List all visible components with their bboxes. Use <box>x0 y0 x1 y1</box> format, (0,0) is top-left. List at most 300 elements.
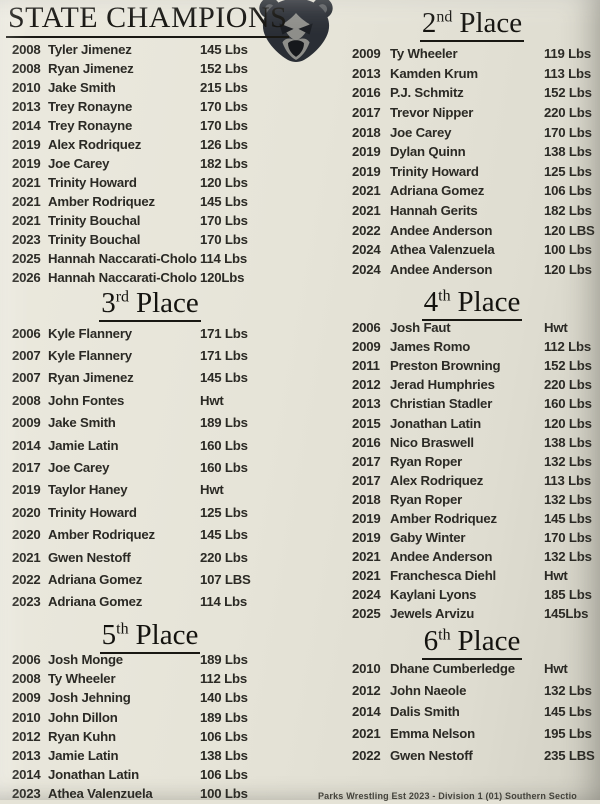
result-name: Trey Ronayne <box>48 99 133 114</box>
result-year: 2012 <box>12 728 41 744</box>
result-weight: 100 Lbs <box>544 242 592 258</box>
result-row <box>6 708 294 727</box>
result-name: Andee Anderson <box>390 549 493 565</box>
result-weight: 220 Lbs <box>200 549 248 565</box>
result-row <box>344 260 600 280</box>
result-row <box>344 585 600 604</box>
result-year: 2021 <box>12 213 41 228</box>
fourth-place-list <box>344 318 600 624</box>
result-row <box>344 220 600 240</box>
result-name: Preston Browning <box>390 358 501 374</box>
result-name: Dalis Smith <box>390 704 460 720</box>
result-name: Athea Valenzuela <box>390 242 495 258</box>
result-weight: 106 Lbs <box>200 728 248 744</box>
result-row <box>6 765 294 784</box>
result-weight: 170 Lbs <box>200 232 248 247</box>
title-ordinal-suffix: th <box>438 626 451 644</box>
result-weight: 112 Lbs <box>544 339 591 355</box>
result-row <box>6 434 294 456</box>
result-name: Jamie Latin <box>48 437 119 453</box>
result-year: 2024 <box>352 242 381 258</box>
result-row <box>344 318 600 337</box>
result-year: 2021 <box>352 203 381 219</box>
result-year: 2026 <box>12 270 41 285</box>
result-name: Trinity Bouchal <box>48 213 141 228</box>
result-year: 2024 <box>352 587 381 603</box>
result-row <box>344 103 600 123</box>
result-name: Ryan Jimenez <box>48 370 134 386</box>
result-weight: Hwt <box>544 320 568 336</box>
result-weight: 235 LBS <box>544 747 595 763</box>
title-text: Place <box>457 286 521 318</box>
section-second-place <box>344 7 600 277</box>
result-row <box>344 375 600 394</box>
result-row <box>6 78 294 97</box>
result-name: Ty Wheeler <box>48 671 116 687</box>
result-weight: 152 Lbs <box>544 358 592 374</box>
result-weight: 152 Lbs <box>544 85 592 101</box>
result-name: Trey Ronayne <box>48 118 133 133</box>
result-year: 2006 <box>12 652 41 668</box>
result-row <box>344 509 600 528</box>
result-row <box>6 211 294 230</box>
title-ordinal-suffix: th <box>116 620 129 638</box>
result-name: James Romo <box>390 339 471 355</box>
title-text: STATE CHAMPIONS <box>8 1 288 34</box>
result-weight: 171 Lbs <box>200 348 248 364</box>
result-weight: 113 Lbs <box>544 472 591 488</box>
result-weight: 106 Lbs <box>544 183 592 199</box>
result-name: Nico Braswell <box>390 434 474 450</box>
result-weight: 138 Lbs <box>200 748 248 764</box>
section-title-sixth-place <box>344 626 600 660</box>
result-year: 2025 <box>12 251 41 266</box>
result-year: 2024 <box>352 261 381 277</box>
result-row <box>344 44 600 64</box>
result-weight: 189 Lbs <box>200 709 248 725</box>
result-name: Trinity Bouchal <box>48 232 141 247</box>
result-year: 2011 <box>352 358 380 374</box>
result-year: 2019 <box>352 510 381 526</box>
result-weight: 160 Lbs <box>200 460 248 476</box>
result-name: Jamie Latin <box>48 748 119 764</box>
result-name: Jake Smith <box>48 80 116 95</box>
result-year: 2021 <box>12 175 41 190</box>
result-name: Jonathan Latin <box>48 767 139 783</box>
result-row <box>6 524 294 546</box>
result-weight: 112 Lbs <box>200 671 247 687</box>
result-name: Gwen Nestoff <box>390 747 473 763</box>
result-row <box>6 688 294 707</box>
result-name: Athea Valenzuela <box>48 786 153 802</box>
result-weight: Hwt <box>544 661 568 677</box>
result-year: 2018 <box>352 124 381 140</box>
result-year: 2021 <box>352 183 381 199</box>
result-year: 2019 <box>352 530 381 546</box>
result-weight: 140 Lbs <box>200 690 248 706</box>
result-weight: 120 Lbs <box>544 415 592 431</box>
result-year: 2019 <box>12 156 41 171</box>
result-year: 2008 <box>12 392 41 408</box>
result-name: Dylan Quinn <box>390 144 466 160</box>
result-weight: 189 Lbs <box>200 652 248 668</box>
result-row <box>344 680 600 702</box>
result-name: Alex Rodriquez <box>48 137 142 152</box>
result-weight: Hwt <box>200 482 224 498</box>
result-year: 2013 <box>12 99 41 114</box>
result-row <box>6 727 294 746</box>
result-year: 2019 <box>12 137 41 152</box>
result-row <box>344 356 600 375</box>
result-name: John Naeole <box>390 682 467 698</box>
result-weight: 100 Lbs <box>200 786 248 802</box>
result-row <box>344 701 600 723</box>
sixth-place-list <box>344 658 600 766</box>
result-year: 2023 <box>12 594 41 610</box>
result-year: 2022 <box>352 222 381 238</box>
result-year: 2019 <box>12 482 41 498</box>
result-year: 2012 <box>352 682 381 698</box>
result-weight: 145 Lbs <box>200 370 248 386</box>
result-year: 2013 <box>352 65 381 81</box>
result-weight: 120Lbs <box>200 270 245 285</box>
result-year: 2014 <box>352 704 381 720</box>
result-year: 2018 <box>352 491 381 507</box>
title-text: Place <box>135 619 199 651</box>
result-row <box>344 64 600 84</box>
result-weight: 170 Lbs <box>200 213 248 228</box>
result-year: 2013 <box>12 748 41 764</box>
title-text: Place <box>457 625 521 657</box>
result-weight: 132 Lbs <box>544 453 592 469</box>
result-weight: 145Lbs <box>544 606 589 622</box>
result-weight: 120 LBS <box>544 222 595 238</box>
result-row <box>6 40 294 59</box>
title-ordinal: 6 <box>423 625 439 657</box>
result-year: 2019 <box>352 163 381 179</box>
result-name: Kyle Flannery <box>48 348 132 364</box>
result-year: 2014 <box>12 437 41 453</box>
result-year: 2013 <box>352 396 381 412</box>
result-name: Christian Stadler <box>390 396 493 412</box>
section-title-fourth-place <box>344 287 600 321</box>
result-name: Hannah Naccarati-Cholo <box>48 270 197 285</box>
result-row <box>344 394 600 413</box>
section-sixth-place <box>344 625 600 763</box>
result-name: Adriana Gomez <box>48 594 143 610</box>
result-row <box>344 490 600 509</box>
result-name: Kyle Flannery <box>48 325 132 341</box>
result-weight: 119 Lbs <box>544 46 591 62</box>
result-row <box>6 97 294 116</box>
result-name: John Dillon <box>48 709 118 725</box>
result-row <box>344 452 600 471</box>
result-weight: 182 Lbs <box>200 156 248 171</box>
result-name: Josh Jehning <box>48 690 131 706</box>
result-row <box>344 240 600 260</box>
result-name: Hannah Naccarati-Cholo <box>48 251 197 266</box>
result-name: Adriana Gomez <box>390 183 485 199</box>
result-name: Kamden Krum <box>390 65 478 81</box>
result-name: Amber Rodriquez <box>48 527 155 543</box>
result-row <box>344 566 600 585</box>
result-weight: 120 Lbs <box>200 175 248 190</box>
result-row <box>344 142 600 162</box>
result-name: Amber Rodriquez <box>390 510 497 526</box>
result-weight: 189 Lbs <box>200 415 248 431</box>
result-name: Alex Rodriquez <box>390 472 484 488</box>
title-text: Place <box>459 7 523 39</box>
result-weight: 114 Lbs <box>200 251 247 266</box>
result-weight: 152 Lbs <box>200 61 248 76</box>
section-third-place <box>6 287 294 610</box>
result-weight: 132 Lbs <box>544 549 592 565</box>
result-row <box>6 173 294 192</box>
result-year: 2009 <box>352 339 381 355</box>
result-weight: 220 Lbs <box>544 105 592 121</box>
result-weight: 170 Lbs <box>200 118 248 133</box>
result-row <box>6 230 294 249</box>
result-weight: 160 Lbs <box>544 396 592 412</box>
title-ordinal-suffix: th <box>438 287 451 305</box>
result-row <box>6 367 294 389</box>
result-weight: 220 Lbs <box>544 377 592 393</box>
result-year: 2010 <box>352 661 381 677</box>
section-fourth-place <box>344 286 600 622</box>
result-year: 2009 <box>12 415 41 431</box>
result-row <box>6 669 294 688</box>
result-name: Taylor Haney <box>48 482 128 498</box>
title-ordinal: 5 <box>101 619 117 651</box>
result-weight: 145 Lbs <box>200 527 248 543</box>
result-name: Trinity Howard <box>48 504 137 520</box>
result-name: Andee Anderson <box>390 261 493 277</box>
result-year: 2023 <box>12 232 41 247</box>
result-row <box>6 456 294 478</box>
title-ordinal: 2 <box>421 7 437 39</box>
result-weight: 125 Lbs <box>200 504 248 520</box>
title-ordinal: 3 <box>101 287 116 319</box>
result-weight: 160 Lbs <box>200 437 248 453</box>
result-year: 2017 <box>352 472 381 488</box>
result-name: Joe Carey <box>48 460 110 476</box>
result-row <box>6 135 294 154</box>
section-title-state-champions <box>6 2 294 38</box>
result-weight: 170 Lbs <box>544 124 592 140</box>
result-year: 2022 <box>352 747 381 763</box>
result-year: 2009 <box>352 46 381 62</box>
result-weight: 126 Lbs <box>200 137 248 152</box>
result-year: 2008 <box>12 671 41 687</box>
result-name: Trinity Howard <box>48 175 137 190</box>
result-name: Gwen Nestoff <box>48 549 131 565</box>
result-year: 2021 <box>352 726 381 742</box>
result-weight: 170 Lbs <box>544 530 592 546</box>
result-year: 2021 <box>12 194 41 209</box>
page-footer: Parks Wrestling Est 2023 - Division 1 (01) Southern Sectio <box>317 791 577 801</box>
result-year: 2023 <box>12 786 41 802</box>
result-year: 2014 <box>12 767 41 783</box>
result-name: Ryan Jimenez <box>48 61 134 76</box>
section-fifth-place <box>6 619 294 802</box>
result-row <box>6 322 294 344</box>
result-year: 2025 <box>352 606 381 622</box>
result-row <box>344 528 600 547</box>
result-year: 2006 <box>352 320 381 336</box>
result-name: Gaby Winter <box>390 530 466 546</box>
section-title-third-place <box>6 288 294 322</box>
result-row <box>6 746 294 765</box>
result-row <box>6 501 294 523</box>
result-row <box>344 547 600 566</box>
result-year: 2017 <box>352 105 381 121</box>
result-year: 2015 <box>352 415 381 431</box>
result-year: 2017 <box>12 460 41 476</box>
result-name: Josh Monge <box>48 652 123 668</box>
fifth-place-list <box>6 650 294 804</box>
result-row <box>6 479 294 501</box>
result-name: Franchesca Diehl <box>390 568 497 584</box>
result-year: 2010 <box>12 709 41 725</box>
result-weight: 120 Lbs <box>544 261 592 277</box>
result-name: Josh Faut <box>390 320 451 336</box>
result-name: Ty Wheeler <box>390 46 458 62</box>
result-name: Joe Carey <box>48 156 110 171</box>
result-weight: 114 Lbs <box>200 594 247 610</box>
result-row <box>6 249 294 268</box>
result-weight: 125 Lbs <box>544 163 592 179</box>
result-row <box>344 83 600 103</box>
result-name: Jake Smith <box>48 415 116 431</box>
result-name: Amber Rodriquez <box>48 194 155 209</box>
result-name: Jewels Arvizu <box>390 606 475 622</box>
title-text: Place <box>135 287 199 319</box>
result-row <box>6 412 294 434</box>
result-name: Tyler Jimenez <box>48 42 132 57</box>
result-weight: 145 Lbs <box>200 42 248 57</box>
result-weight: 132 Lbs <box>544 491 592 507</box>
second-place-list <box>344 44 600 279</box>
result-row <box>6 344 294 366</box>
result-row <box>6 784 294 803</box>
result-row <box>6 591 294 613</box>
result-row <box>344 604 600 623</box>
result-name: Kaylani Lyons <box>390 587 477 603</box>
result-row <box>6 268 294 287</box>
result-year: 2016 <box>352 434 381 450</box>
third-place-list <box>6 322 294 613</box>
title-ordinal: 4 <box>423 286 439 318</box>
result-name: Andee Anderson <box>390 222 493 238</box>
result-weight: 145 Lbs <box>544 510 592 526</box>
state-champions-list <box>6 40 294 287</box>
section-title-second-place <box>344 8 600 42</box>
result-weight: Hwt <box>544 568 568 584</box>
result-name: Jerad Humphries <box>390 377 495 393</box>
title-ordinal-suffix: nd <box>436 8 453 26</box>
result-row <box>344 723 600 745</box>
result-name: Dhane Cumberledge <box>390 661 515 677</box>
result-name: Joe Carey <box>390 124 452 140</box>
result-year: 2021 <box>12 549 41 565</box>
result-row <box>6 389 294 411</box>
result-name: Trevor Nipper <box>390 105 474 121</box>
result-weight: 195 Lbs <box>544 726 592 742</box>
result-weight: 145 Lbs <box>544 704 592 720</box>
result-year: 2008 <box>12 42 41 57</box>
result-name: Adriana Gomez <box>48 571 143 587</box>
result-year: 2017 <box>352 453 381 469</box>
result-row <box>344 337 600 356</box>
result-weight: 215 Lbs <box>200 80 248 95</box>
result-weight: 106 Lbs <box>200 767 248 783</box>
result-row <box>344 744 600 766</box>
result-name: Ryan Kuhn <box>48 728 116 744</box>
result-row <box>6 59 294 78</box>
result-weight: Hwt <box>200 392 224 408</box>
result-row <box>344 433 600 452</box>
result-row <box>344 122 600 142</box>
title-ordinal-suffix: rd <box>115 288 129 306</box>
result-name: Hannah Gerits <box>390 203 478 219</box>
result-year: 2021 <box>352 568 381 584</box>
result-year: 2007 <box>12 370 41 386</box>
result-year: 2006 <box>12 325 41 341</box>
result-name: Ryan Roper <box>390 491 463 507</box>
result-year: 2020 <box>12 527 41 543</box>
result-name: Ryan Roper <box>390 453 463 469</box>
result-row <box>6 568 294 590</box>
result-name: Jonathan Latin <box>390 415 481 431</box>
result-weight: 185 Lbs <box>544 587 592 603</box>
result-year: 2021 <box>352 549 381 565</box>
result-weight: 107 LBS <box>200 571 251 587</box>
result-year: 2016 <box>352 85 381 101</box>
result-name: P.J. Schmitz <box>390 85 464 101</box>
result-weight: 138 Lbs <box>544 144 592 160</box>
result-year: 2022 <box>12 571 41 587</box>
result-year: 2014 <box>12 118 41 133</box>
result-year: 2020 <box>12 504 41 520</box>
result-weight: 113 Lbs <box>544 65 591 81</box>
section-state-champions <box>6 1 294 285</box>
result-row <box>6 546 294 568</box>
result-row <box>6 650 294 669</box>
result-year: 2008 <box>12 61 41 76</box>
result-weight: 170 Lbs <box>200 99 248 114</box>
result-weight: 182 Lbs <box>544 203 592 219</box>
result-year: 2012 <box>352 377 381 393</box>
result-year: 2010 <box>12 80 41 95</box>
result-row <box>6 154 294 173</box>
result-weight: 138 Lbs <box>544 434 592 450</box>
result-weight: 171 Lbs <box>200 325 248 341</box>
result-weight: 145 Lbs <box>200 194 248 209</box>
result-row <box>344 471 600 490</box>
result-row <box>344 201 600 221</box>
result-row <box>344 413 600 432</box>
result-row <box>6 116 294 135</box>
result-weight: 132 Lbs <box>544 682 592 698</box>
result-row <box>6 192 294 211</box>
result-name: John Fontes <box>48 392 125 408</box>
result-name: Trinity Howard <box>390 163 479 179</box>
result-row <box>344 162 600 182</box>
result-name: Emma Nelson <box>390 726 476 742</box>
result-row <box>344 181 600 201</box>
result-year: 2007 <box>12 348 41 364</box>
result-year: 2019 <box>352 144 381 160</box>
